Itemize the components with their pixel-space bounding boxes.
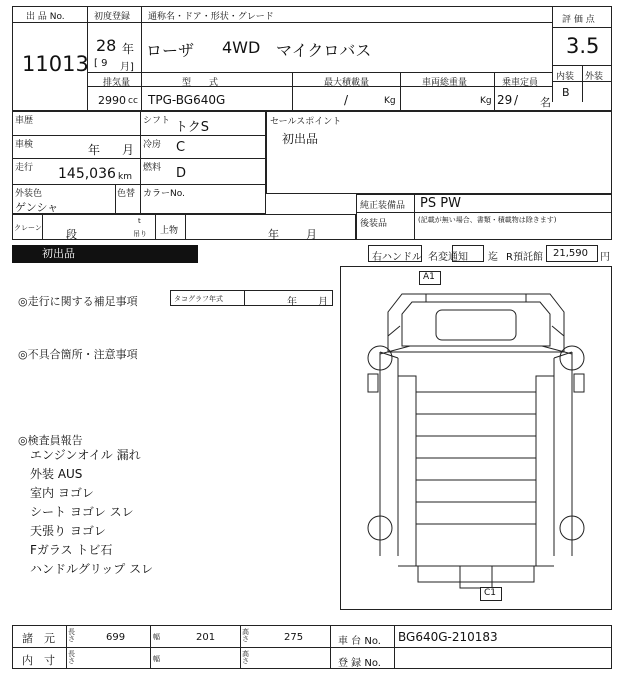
divider [330,625,331,669]
divider [12,158,266,159]
inspection-label: 車検 [15,140,34,150]
reg-month-open: [ 9 [94,58,108,69]
capacity-label: 乗車定員 [502,78,539,88]
inner-length-label: 長さ [68,650,75,665]
divider [292,72,293,111]
capacity-sep: / [514,93,519,107]
name-change-box [452,245,484,262]
genuine-value: PS PW [420,196,461,211]
mark-a1-label: A1 [423,272,435,282]
body-type: マイクロバス [276,41,372,60]
aftermarket-note: (記載が無い場合、書類・積載物は除きます) [418,216,557,224]
divider [87,22,552,23]
mark-c1-label: C1 [484,588,497,598]
report-line: Fガラス トビ石 [30,543,113,557]
ac-value: C [176,140,186,155]
divider [12,22,87,23]
first-reg-label: 初度登録 [94,12,131,22]
name-change-label: 名変通知 [428,252,468,263]
exterior-color-label: 外装色 [15,189,43,199]
divider [42,214,43,240]
report-line: シート ヨゴレ スレ [30,505,134,519]
displacement-label: 排気量 [103,78,131,88]
model-label: 型 式 [182,78,219,88]
sales-point-label: セールスポイント [270,117,342,127]
supplement-label: ◎走行に関する補足事項 [18,295,138,308]
reg-year: 28 [96,36,117,55]
divider [244,290,245,306]
body-month-unit: 月 [306,228,317,241]
genuine-label: 純正装備品 [360,201,406,211]
score-value: 3.5 [566,34,600,58]
kg-unit-2: Kg [480,96,492,106]
divider [141,72,142,111]
mileage-label: 走行 [15,163,34,173]
max-load-label: 最大積載量 [324,78,370,88]
divider [150,625,151,669]
inner-height-label: 高さ [242,650,249,665]
year-unit: 年 [122,42,135,56]
reg-label: 登 録 No. [338,658,381,669]
capacity-value: 29 [497,93,513,107]
defects-label: ◎不具合箇所・注意事項 [18,348,138,361]
cc-unit: cc [128,96,138,106]
ac-label: 冷房 [143,140,162,150]
width-label: 幅 [153,633,160,641]
crane-label: クレーン [14,224,42,232]
gross-weight-label: 車両総重量 [422,78,468,88]
crane-hang: 吊り [133,230,147,238]
fuel-value: D [176,166,187,181]
vehicle-diagram [340,266,612,610]
height-label: 高さ [242,628,249,643]
km-unit: km [118,172,132,182]
model-value: TPG-BG640G [148,93,226,107]
handle-value: 右ハンドル [372,252,422,263]
divider [240,625,241,669]
divider [12,184,266,185]
displacement-value: 2990 [98,94,126,107]
score-label: 評 価 点 [562,15,595,25]
report-line: 室内 ヨゴレ [30,486,94,500]
aftermarket-label: 後装品 [360,219,388,229]
divider [87,72,552,73]
divider [155,214,156,240]
divider [582,65,583,102]
divider [356,212,612,213]
inner-width-label: 幅 [153,655,160,663]
color-change-label: 色替 [117,189,136,199]
inspector-label: ◎検査員報告 [18,434,83,447]
chassis-value: BG640G-210183 [398,630,498,644]
yen-unit: 円 [600,252,610,263]
fuel-label: 燃料 [143,163,162,173]
length-label: 長さ [68,628,75,643]
report-line: 外装 AUS [30,467,83,481]
name-label: 通称名・ドア・形状・グレード [148,12,274,22]
exterior-grade-label: 外装 [585,72,604,82]
length-value: 699 [106,632,126,643]
divider [494,72,495,111]
history-label: 車歴 [15,116,34,126]
drive-type: 4WD [222,38,261,57]
divider [552,27,612,28]
divider [552,6,553,102]
report-line: エンジンオイル 漏れ [30,448,141,462]
crane-step: 段 [66,228,77,241]
divider [394,625,395,669]
tacho-year-unit: 年 [287,297,297,308]
status-bar: 初出品 [12,245,198,263]
report-line: 天張り ヨゴレ [30,524,106,538]
interior-grade-label: 内装 [556,72,575,82]
tacho-label: タコグラフ年式 [174,295,223,303]
inspection-year-unit: 年 [88,143,101,157]
divider [414,194,415,240]
divider [12,647,612,648]
recycle-label: R預託館 [506,252,543,263]
width-value: 201 [196,632,216,643]
divider [115,184,116,214]
interior-grade: B [562,86,570,99]
divider [185,214,186,240]
crane-frame [12,214,356,240]
color-code-label: カラーNo. [143,189,185,199]
dims-label: 諸 元 [22,632,55,645]
divider [66,625,67,669]
divider [12,135,266,136]
recycle-value: 21,590 [553,248,588,259]
sales-point-text: 初出品 [282,132,319,146]
max-load-slash: / [344,93,349,107]
inner-label: 内 寸 [22,654,55,667]
tacho-month-unit: 月 [318,297,328,308]
reg-month-unit: 月] [120,62,134,73]
shift-value: トクS [175,120,209,135]
exterior-color-value: ゲンシャ [15,201,59,214]
lot-label: 出 品 No. [26,12,65,22]
body-year-unit: 年 [268,228,279,241]
divider [141,6,142,72]
shift-label: シフト [143,116,171,126]
divider [140,111,141,214]
height-value: 275 [284,632,304,643]
car-name: ローザ [146,41,195,60]
mileage-value: 145,036 [58,166,116,182]
kg-unit-1: Kg [384,96,396,106]
deadline-stamp: 迄 [488,252,498,263]
crane-ton: t [138,217,141,225]
report-line: ハンドルグリップ スレ [30,562,154,576]
capacity-unit: 名 [540,96,551,109]
divider [400,72,401,111]
chassis-label: 車 台 No. [338,636,381,647]
body-mount-label: 上物 [160,226,179,236]
divider [87,86,552,87]
inspection-month-unit: 月 [122,143,135,157]
lot-number: 11013 [22,52,89,76]
